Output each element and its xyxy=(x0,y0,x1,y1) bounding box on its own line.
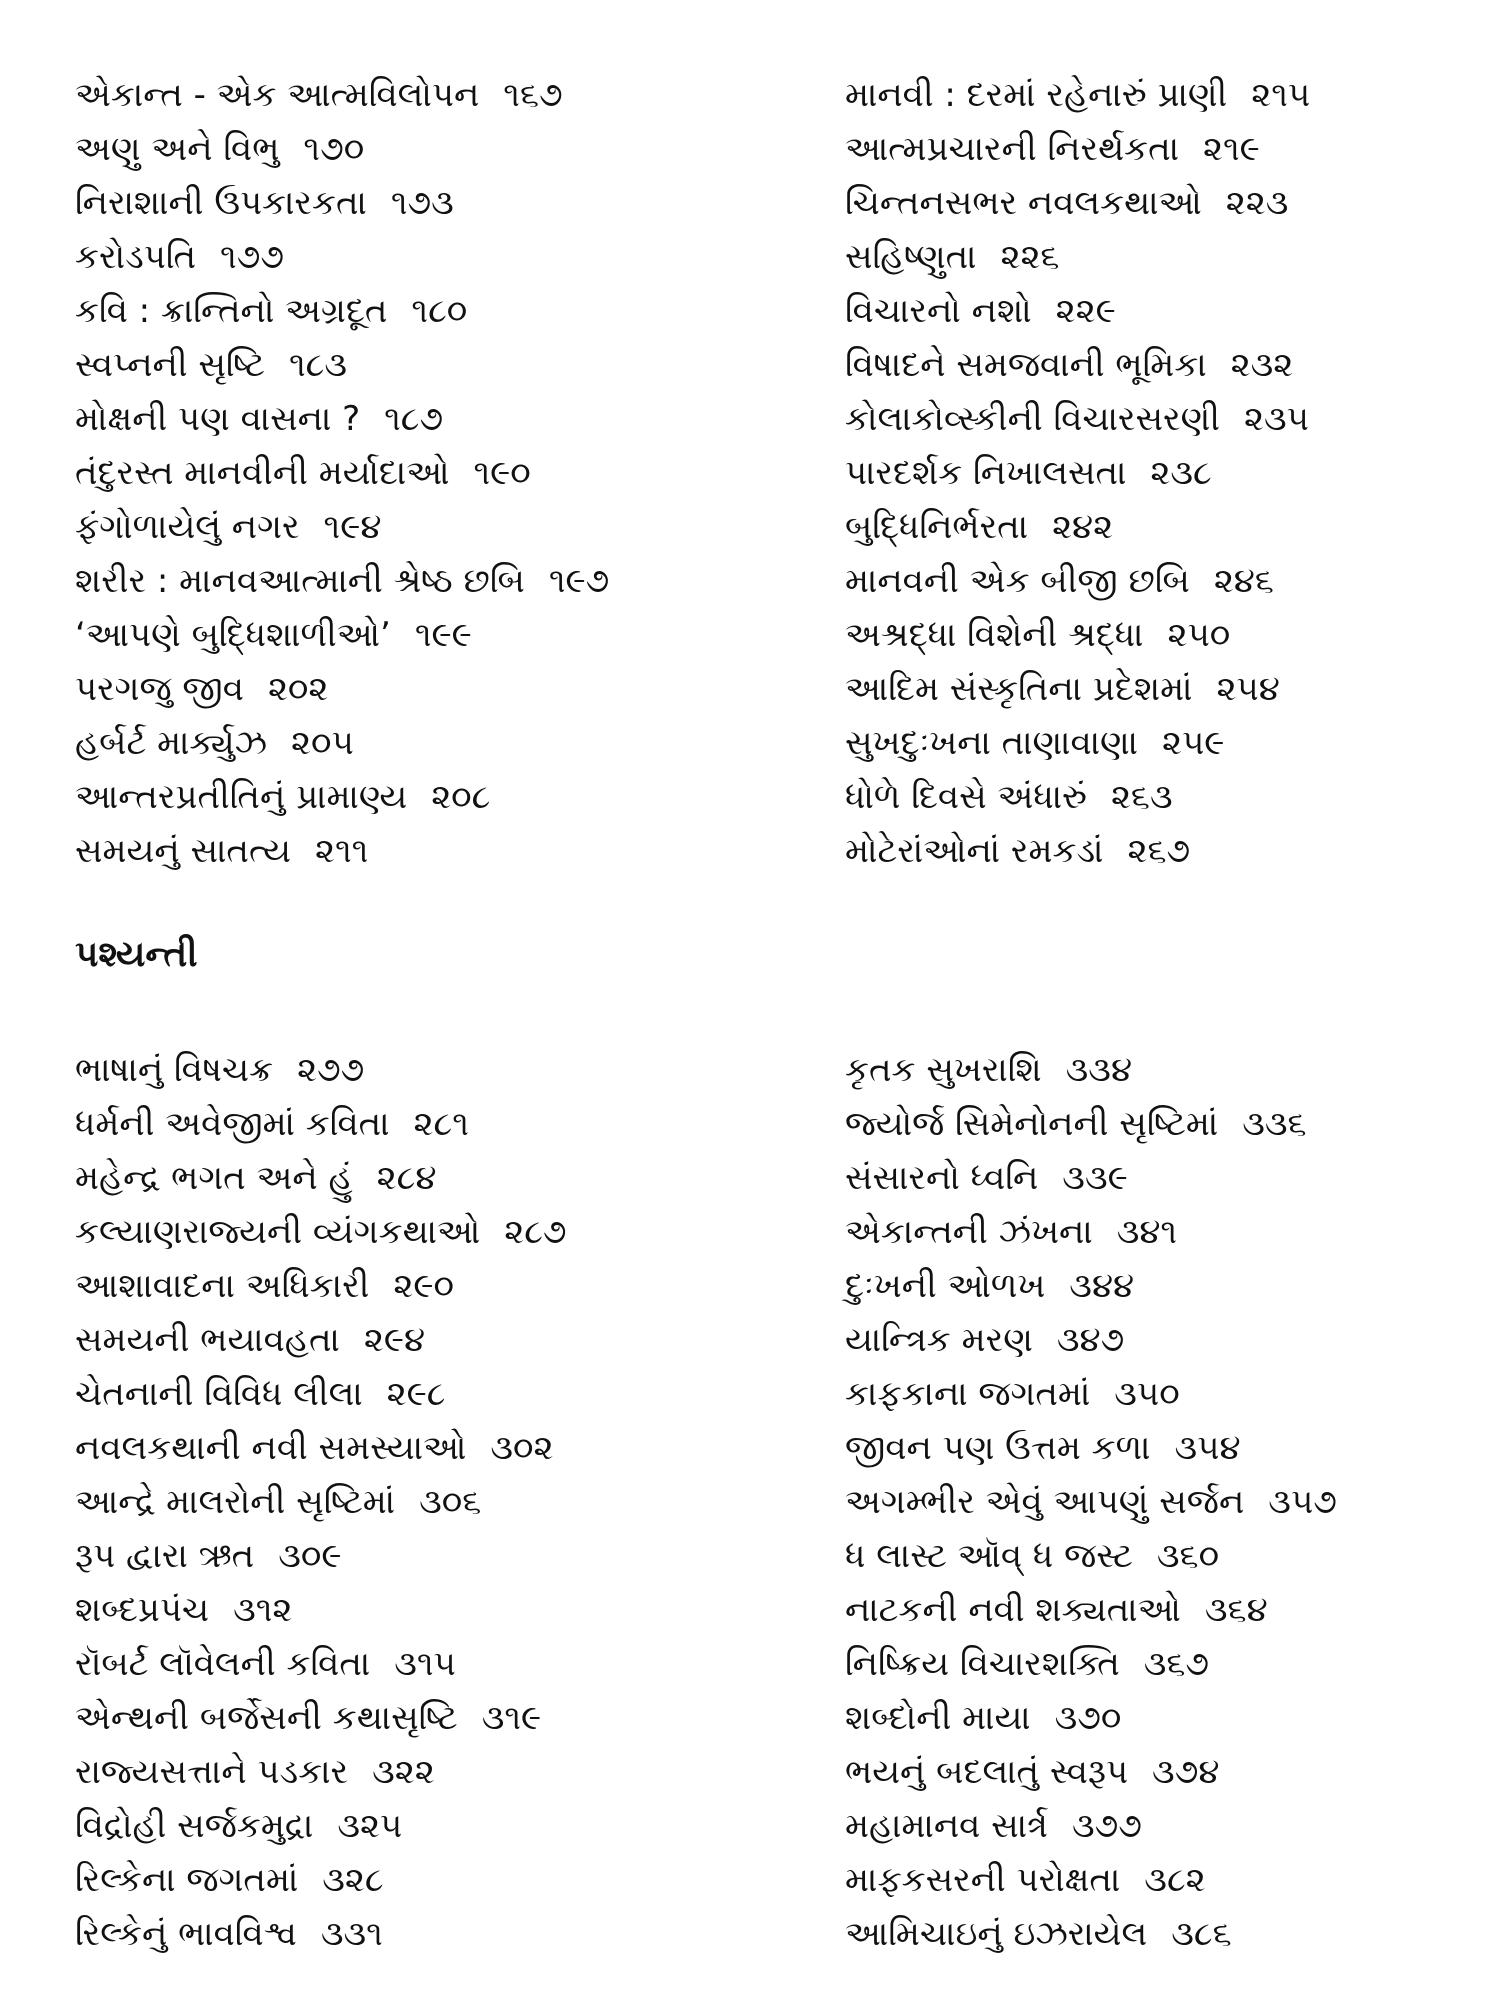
toc-entry-page-number: ૨૬૩ xyxy=(1110,777,1173,817)
toc-entry xyxy=(75,1853,845,1907)
toc-entry xyxy=(75,1529,845,1583)
toc-entry xyxy=(845,1637,1455,1691)
toc-entry xyxy=(845,608,1455,662)
toc-entry xyxy=(845,1475,1455,1529)
toc-entry-title: કૃતક સુખરાશિ xyxy=(845,1050,1042,1090)
toc-entry xyxy=(845,716,1455,770)
toc-entry-page-number: ૩૨૮ xyxy=(322,1860,384,1900)
toc-entry xyxy=(845,1151,1455,1205)
toc-entry xyxy=(845,1421,1455,1475)
toc-entry-title: ‘આપણે બુદ્ધિશાળીઓ’ xyxy=(75,615,391,655)
toc-entry xyxy=(845,284,1455,338)
toc-entry-title: શબ્દપ્રપંચ xyxy=(75,1590,210,1630)
toc-entry xyxy=(845,1907,1455,1961)
toc-entry xyxy=(75,392,845,446)
toc-entry-title: જીવન પણ ઉત્તમ કળા xyxy=(845,1428,1151,1468)
toc-entry-page-number: ૨૭૭ xyxy=(297,1050,365,1090)
toc-entry-title: હર્બર્ટ માર્ક્યુઝ xyxy=(75,723,268,763)
toc-entry-title: વિષાદને સમજવાની ભૂમિકા xyxy=(845,345,1207,385)
toc-entry-title: આદિમ સંસ્કૃતિના પ્રદેશમાં xyxy=(845,669,1193,709)
toc-entry-title: નિષ્ક્રિય વિચારશક્તિ xyxy=(845,1644,1120,1684)
toc-entry xyxy=(845,1205,1455,1259)
toc-entry-title: માફકસરની પરોક્ષતા xyxy=(845,1860,1121,1900)
toc-entry xyxy=(845,338,1455,392)
toc-entry-page-number: ૨૦૨ xyxy=(267,669,329,709)
toc-entry-page-number: ૨૧૯ xyxy=(1203,129,1260,169)
toc-entry xyxy=(75,770,845,824)
toc-entry-title: ફંગોળાયેલું નગર xyxy=(75,507,300,547)
toc-entry-page-number: ૧૮૭ xyxy=(384,399,444,439)
toc-entry-page-number: ૩૭૦ xyxy=(1054,1698,1122,1738)
toc-entry xyxy=(75,446,845,500)
toc-entry xyxy=(75,1313,845,1367)
toc-entry-page-number: ૩૫૦ xyxy=(1114,1374,1180,1414)
toc-entry xyxy=(75,1799,845,1853)
toc-entry xyxy=(845,68,1455,122)
toc-entry-page-number: ૧૭૭ xyxy=(220,237,284,277)
toc-entry-title: ચિન્તનસભર નવલકથાઓ xyxy=(845,183,1202,223)
toc-entry-page-number: ૩૧૫ xyxy=(394,1644,456,1684)
toc-entry xyxy=(75,1151,845,1205)
toc-entry xyxy=(75,230,845,284)
toc-entry-page-number: ૩૨૫ xyxy=(337,1806,403,1846)
toc-entry-title: સ્વપ્નની સૃષ્ટિ xyxy=(75,345,265,385)
toc-entry-title: એકાન્તની ઝંખના xyxy=(845,1212,1093,1252)
toc-entry-page-number: ૨૦૫ xyxy=(291,723,354,763)
toc-top-right-column xyxy=(845,68,1455,878)
toc-entry-title: આશાવાદના અધિકારી xyxy=(75,1266,370,1306)
toc-entry-title: આત્મપ્રચારની નિરર્થકતા xyxy=(845,129,1180,169)
toc-bottom-left-column xyxy=(75,1043,845,1961)
toc-entry xyxy=(845,1853,1455,1907)
toc-entry-page-number: ૧૬૭ xyxy=(503,75,563,115)
toc-entry-page-number: ૨૫૯ xyxy=(1162,723,1225,763)
toc-entry xyxy=(845,1097,1455,1151)
toc-entry-page-number: ૧૮૦ xyxy=(411,291,468,331)
toc-entry-title: સંસારનો ધ્વનિ xyxy=(845,1158,1039,1198)
toc-entry-title: કરોડપતિ xyxy=(75,237,197,277)
toc-entry-title: પારદર્શક નિખાલસતા xyxy=(845,453,1127,493)
toc-entry-title: શરીર : માનવઆત્માની શ્રેષ્ઠ છબિ xyxy=(75,561,525,601)
toc-entry-page-number: ૧૯૪ xyxy=(323,507,382,547)
toc-entry-page-number: ૨૬૭ xyxy=(1127,831,1191,871)
toc-entry xyxy=(75,1637,845,1691)
toc-entry xyxy=(845,1529,1455,1583)
toc-entry-page-number: ૩૩૬ xyxy=(1242,1104,1307,1144)
toc-entry-title: રાજ્યસત્તાને પડકાર xyxy=(75,1752,349,1792)
toc-entry-page-number: ૧૭૩ xyxy=(390,183,454,223)
toc-entry-page-number: ૩૫૪ xyxy=(1174,1428,1241,1468)
toc-entry-title: દુઃખની ઓળખ xyxy=(845,1266,1046,1306)
toc-entry xyxy=(845,446,1455,500)
toc-entry-title: નવલકથાની નવી સમસ્યાઓ xyxy=(75,1428,467,1468)
toc-entry-page-number: ૩૩૯ xyxy=(1062,1158,1128,1198)
toc-entry xyxy=(845,500,1455,554)
toc-entry-title: નિરાશાની ઉપકારકતા xyxy=(75,183,367,223)
toc-entry-title: મહેન્દ્ર ભગત અને હું xyxy=(75,1158,353,1198)
toc-entry-title: બુદ્ધિનિર્ભરતા xyxy=(845,507,1029,547)
toc-entry-page-number: ૨૫૦ xyxy=(1167,615,1231,655)
toc-entry-page-number: ૩૪૪ xyxy=(1069,1266,1135,1306)
toc-entry xyxy=(845,176,1455,230)
toc-entry xyxy=(75,608,845,662)
toc-entry-page-number: ૧૭૦ xyxy=(303,129,365,169)
toc-entry-title: આન્દ્રે માલરોની સૃષ્ટિમાં xyxy=(75,1482,396,1522)
toc-entry-page-number: ૩૦૨ xyxy=(490,1428,554,1468)
toc-entry-page-number: ૨૪૬ xyxy=(1213,561,1274,601)
toc-entry-page-number: ૨૫૪ xyxy=(1216,669,1280,709)
toc-entry-page-number: ૩૪૧ xyxy=(1116,1212,1178,1252)
toc-entry-page-number: ૩૮૨ xyxy=(1144,1860,1206,1900)
toc-entry-page-number: ૩૩૧ xyxy=(320,1914,383,1954)
toc-entry-title: સહિષ્ણુતા xyxy=(845,237,977,277)
toc-entry-title: કોલાકોવ્સ્કીની વિચારસરણી xyxy=(845,399,1220,439)
toc-entry xyxy=(845,1799,1455,1853)
toc-entry-title: કાફકાના જગતમાં xyxy=(845,1374,1091,1414)
toc-entry xyxy=(75,554,845,608)
toc-entry-title: માનવી : દરમાં રહેનારું પ્રાણી xyxy=(845,75,1228,115)
toc-entry xyxy=(75,176,845,230)
toc-entry-page-number: ૨૯૦ xyxy=(393,1266,454,1306)
toc-entry xyxy=(75,1745,845,1799)
toc-entry xyxy=(845,770,1455,824)
toc-entry xyxy=(75,122,845,176)
toc-entry xyxy=(75,284,845,338)
toc-entry-title: ધોળે દિવસે અંધારું xyxy=(845,777,1087,817)
toc-entry-page-number: ૨૦૮ xyxy=(431,777,491,817)
toc-bottom-section xyxy=(75,1043,1455,1961)
toc-entry-title: ધ લાસ્ટ ઑવ્ ધ જસ્ટ xyxy=(845,1536,1133,1576)
toc-entry-page-number: ૨૩૮ xyxy=(1150,453,1212,493)
toc-entry-title: ચેતનાની વિવિધ લીલા xyxy=(75,1374,363,1414)
toc-top-section xyxy=(75,68,1455,878)
toc-entry-title: ભાષાનું વિષચક્ર xyxy=(75,1050,274,1090)
toc-entry-page-number: ૨૨૩ xyxy=(1225,183,1289,223)
toc-entry-title: માનવની એક બીજી છબિ xyxy=(845,561,1190,601)
toc-entry-page-number: ૧૮૩ xyxy=(288,345,347,385)
toc-entry-page-number: ૨૨૯ xyxy=(1055,291,1116,331)
toc-entry-title: અશ્રદ્ધા વિશેની શ્રદ્ધા xyxy=(845,615,1144,655)
toc-entry-title: આન્તરપ્રતીતિનું પ્રામાણ્ય xyxy=(75,777,408,817)
toc-entry-page-number: ૧૯૯ xyxy=(414,615,472,655)
toc-entry xyxy=(845,1043,1455,1097)
toc-entry xyxy=(75,1907,845,1961)
toc-entry-page-number: ૨૯૮ xyxy=(386,1374,446,1414)
toc-entry-title: વિચારનો નશો xyxy=(845,291,1032,331)
toc-entry-page-number: ૩૪૭ xyxy=(1056,1320,1125,1360)
toc-entry xyxy=(845,1583,1455,1637)
toc-entry-title: ભયનું બદલાતું સ્વરૂપ xyxy=(845,1752,1129,1792)
toc-entry xyxy=(75,1097,845,1151)
toc-entry-page-number: ૩૦૬ xyxy=(419,1482,482,1522)
toc-entry-title: મોક્ષની પણ વાસના ? xyxy=(75,399,361,439)
toc-entry-title: યાન્ત્રિક મરણ xyxy=(845,1320,1033,1360)
toc-entry-title: ધર્મની અવેજીમાં કવિતા xyxy=(75,1104,390,1144)
toc-entry xyxy=(75,716,845,770)
toc-entry xyxy=(845,662,1455,716)
toc-entry-page-number: ૨૮૪ xyxy=(376,1158,437,1198)
toc-entry-page-number: ૧૯૭ xyxy=(548,561,610,601)
toc-entry-page-number: ૨૨૬ xyxy=(1000,237,1060,277)
section-heading: પશ્યન્તી xyxy=(75,934,198,975)
toc-entry-title: રૉબર્ટ લૉવેલની કવિતા xyxy=(75,1644,371,1684)
toc-entry-title: જ્યોર્જ સિમેનોનની સૃષ્ટિમાં xyxy=(845,1104,1219,1144)
toc-entry xyxy=(845,122,1455,176)
toc-entry xyxy=(845,1259,1455,1313)
toc-entry-title: તંદુરસ્ત માનવીની મર્યાદાઓ xyxy=(75,453,450,493)
toc-entry-page-number: ૩૨૨ xyxy=(372,1752,435,1792)
toc-entry-title: સમયનું સાતત્ય xyxy=(75,831,291,871)
toc-entry-page-number: ૩૮૬ xyxy=(1171,1914,1232,1954)
toc-entry xyxy=(75,1043,845,1097)
toc-entry-title: અગમ્ભીર એવું આપણું સર્જન xyxy=(845,1482,1245,1522)
toc-entry xyxy=(75,68,845,122)
toc-entry-page-number: ૩૫૭ xyxy=(1268,1482,1337,1522)
toc-entry-title: એન્થની બર્જેસની કથાસૃષ્ટિ xyxy=(75,1698,458,1738)
toc-entry-title: પરગજુ જીવ xyxy=(75,669,244,709)
toc-entry-page-number: ૨૪૨ xyxy=(1052,507,1114,547)
toc-entry xyxy=(845,824,1455,878)
toc-entry-page-number: ૨૯૪ xyxy=(363,1320,426,1360)
toc-entry-page-number: ૩૧૨ xyxy=(233,1590,293,1630)
toc-entry xyxy=(845,230,1455,284)
toc-entry-title: મહામાનવ સાર્ત્ર xyxy=(845,1806,1048,1846)
toc-entry-title: નાટકની નવી શક્યતાઓ xyxy=(845,1590,1181,1630)
toc-entry-page-number: ૨૩૫ xyxy=(1243,399,1309,439)
toc-entry-page-number: ૨૮૭ xyxy=(504,1212,567,1252)
toc-entry-page-number: ૨૧૧ xyxy=(315,831,369,871)
toc-entry-title: સુખદુઃખના તાણાવાણા xyxy=(845,723,1139,763)
toc-entry-page-number: ૩૦૯ xyxy=(278,1536,342,1576)
toc-entry-page-number: ૩૭૪ xyxy=(1152,1752,1220,1792)
toc-bottom-right-column xyxy=(845,1043,1455,1961)
toc-entry-title: કવિ : ક્રાન્તિનો અગ્રદૂત xyxy=(75,291,388,331)
toc-entry-title: આમિચાઇનું ઇઝરાયેલ xyxy=(845,1914,1148,1954)
toc-entry xyxy=(845,1313,1455,1367)
toc-entry xyxy=(845,1691,1455,1745)
toc-entry-page-number: ૩૬૪ xyxy=(1204,1590,1268,1630)
toc-entry xyxy=(75,1421,845,1475)
toc-entry xyxy=(75,1583,845,1637)
toc-entry-page-number: ૨૮૧ xyxy=(413,1104,469,1144)
toc-entry xyxy=(75,1367,845,1421)
toc-entry-page-number: ૧૯૦ xyxy=(473,453,531,493)
toc-entry-title: એકાન્ત - એક આત્મવિલોપન xyxy=(75,75,480,115)
toc-entry-page-number: ૨૧૫ xyxy=(1251,75,1311,115)
toc-entry-title: કલ્યાણરાજ્યની વ્યંગકથાઓ xyxy=(75,1212,481,1252)
toc-entry-title: અણુ અને વિભુ xyxy=(75,129,280,169)
toc-entry-page-number: ૩૬૭ xyxy=(1143,1644,1210,1684)
toc-entry xyxy=(75,500,845,554)
toc-entry-title: સમયની ભયાવહતા xyxy=(75,1320,340,1360)
toc-entry xyxy=(845,1367,1455,1421)
toc-entry xyxy=(75,1259,845,1313)
toc-entry xyxy=(75,824,845,878)
toc-entry xyxy=(75,1691,845,1745)
toc-entry-page-number: ૩૧૯ xyxy=(481,1698,542,1738)
toc-entry xyxy=(75,338,845,392)
toc-entry xyxy=(75,1205,845,1259)
toc-entry-page-number: ૩૭૭ xyxy=(1071,1806,1142,1846)
toc-entry-title: શબ્દોની માયા xyxy=(845,1698,1031,1738)
toc-entry xyxy=(75,1475,845,1529)
toc-entry-page-number: ૨૩૨ xyxy=(1230,345,1294,385)
toc-top-left-column xyxy=(75,68,845,878)
toc-entry-page-number: ૩૩૪ xyxy=(1065,1050,1133,1090)
toc-entry-page-number: ૩૬૦ xyxy=(1156,1536,1220,1576)
toc-entry xyxy=(845,1745,1455,1799)
toc-entry xyxy=(75,662,845,716)
toc-entry xyxy=(845,392,1455,446)
toc-entry-title: વિદ્રોહી સર્જકમુદ્રા xyxy=(75,1806,314,1846)
toc-entry-title: મોટેરાંઓનાં રમકડાં xyxy=(845,831,1104,871)
toc-entry-title: રિલ્કેનું ભાવવિશ્વ xyxy=(75,1914,297,1954)
toc-entry-title: રિલ્કેના જગતમાં xyxy=(75,1860,299,1900)
toc-entry-title: રૂપ દ્વારા ઋત xyxy=(75,1536,255,1576)
toc-entry xyxy=(845,554,1455,608)
